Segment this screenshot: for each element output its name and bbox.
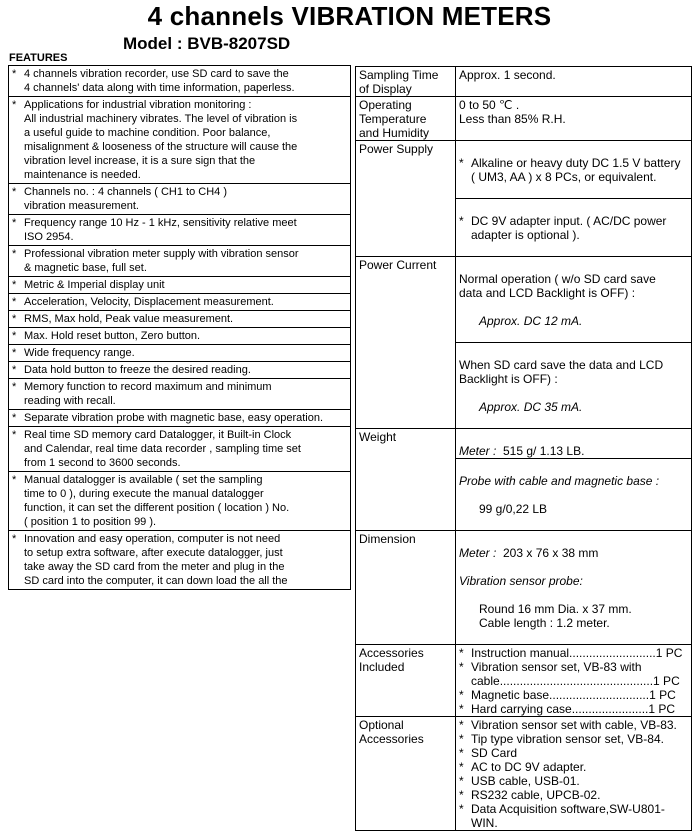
feature-row — [9, 246, 351, 277]
feature-cell — [9, 345, 351, 362]
list-item — [459, 802, 688, 830]
feature-row — [9, 328, 351, 345]
feature-row — [9, 215, 351, 246]
bullet-mark: * — [459, 746, 464, 760]
feature-text: Data hold button to freeze the desired reading. — [24, 364, 251, 376]
bullet-mark: * — [12, 429, 17, 441]
bullet-mark: * — [459, 688, 464, 702]
feature-text: Metric & Imperial display unit — [24, 279, 165, 291]
spec-value — [456, 459, 692, 531]
spec-text: Probe with cable and magnetic base : — [459, 474, 660, 488]
bullet-mark: * — [12, 296, 17, 308]
feature-text: Channels no. : 4 channels ( CH1 to CH4 ) vibration measurement. — [24, 186, 227, 212]
list-item-text: SD Card — [471, 746, 518, 760]
spec-label: Power Current — [356, 257, 456, 429]
feature-cell — [9, 97, 351, 184]
feature-row — [9, 294, 351, 311]
feature-text: Applications for industrial vibration monitoring : All industrial machinery vibrates. The level of vibration is a useful guide to machine condition. Poor balance, misalignment & looseness of the structure will cause the vibration level increase, it is a sure sign that the maintenance is needed. — [24, 99, 298, 181]
spec-value — [456, 141, 692, 199]
feature-row — [9, 66, 351, 97]
bullet-mark: * — [12, 248, 17, 260]
bullet-mark: * — [459, 702, 464, 716]
feature-cell — [9, 379, 351, 410]
feature-text: Real time SD memory card Datalogger, it Built-in Clock and Calendar, real time data recorder , sampling time set from 1 second to 3600 seconds. — [24, 429, 301, 469]
list-item-text: Vibration sensor set with cable, VB-83. — [471, 718, 677, 732]
spec-label: Weight — [356, 429, 456, 531]
bullet-mark: * — [459, 788, 464, 802]
feature-text: Memory function to record maximum and minimum reading with recall. — [24, 381, 272, 407]
bullet-mark: * — [459, 760, 464, 774]
spec-value — [456, 257, 692, 343]
list-item — [459, 646, 688, 660]
spec-row-optional — [356, 717, 692, 831]
spec-text: When SD card save the data and LCD Backlight is OFF) : — [459, 358, 664, 386]
list-item-text: RS232 cable, UPCB-02. — [471, 788, 601, 802]
spec-text: 99 g/0,22 LB — [479, 502, 548, 516]
list-item-text: Instruction manual..........................1 PC — [471, 646, 683, 660]
spec-value — [456, 429, 692, 459]
features-heading: FEATURES — [9, 52, 68, 64]
spec-row-power-current — [356, 257, 692, 343]
spec-value — [456, 531, 692, 645]
feature-cell — [9, 277, 351, 294]
feature-cell — [9, 66, 351, 97]
bullet-mark: * — [459, 732, 464, 746]
feature-cell — [9, 294, 351, 311]
bullet-mark: * — [459, 718, 464, 732]
list-item-text: Vibration sensor set, VB-83 with cable..............................................1 PC — [471, 660, 680, 688]
bullet-mark: * — [459, 646, 464, 660]
spec-label: Power Supply — [356, 141, 456, 257]
feature-text: Wide frequency range. — [24, 347, 135, 359]
list-item-text: Hard carrying case.......................1 PC — [471, 702, 676, 716]
spec-text: Round 16 mm Dia. x 37 mm. Cable length : 1.2 meter. — [479, 602, 632, 630]
bullet-mark: * — [12, 99, 17, 111]
spec-value: 0 to 50 ℃ . Less than 85% R.H. — [456, 97, 692, 141]
bullet-mark: * — [12, 68, 17, 80]
bullet-mark: * — [12, 381, 17, 393]
feature-cell — [9, 531, 351, 590]
list-item — [459, 732, 688, 746]
spec-text: Meter : — [459, 546, 497, 560]
spec-value — [456, 343, 692, 429]
feature-text: Frequency range 10 Hz - 1 kHz, sensitivity relative meet ISO 2954. — [24, 217, 297, 243]
spec-label: Operating Temperature and Humidity — [356, 97, 456, 141]
specs-table — [355, 66, 692, 831]
bullet-mark: * — [12, 217, 17, 229]
bullet-mark: * — [459, 802, 464, 816]
list-item-text: Tip type vibration sensor set, VB-84. — [471, 732, 664, 746]
list-item-text: Data Acquisition software,SW-U801-WIN. — [471, 802, 665, 830]
list-item — [459, 760, 688, 774]
spec-label: Optional Accessories — [356, 717, 456, 831]
bullet-mark: * — [459, 660, 464, 674]
feature-cell — [9, 246, 351, 277]
feature-row — [9, 277, 351, 294]
feature-cell — [9, 328, 351, 345]
features-table — [8, 65, 351, 590]
bullet-mark: * — [12, 186, 17, 198]
list-item — [459, 718, 688, 732]
feature-cell — [9, 410, 351, 427]
feature-row — [9, 362, 351, 379]
feature-text: Professional vibration meter supply with vibration sensor & magnetic base, full set. — [24, 248, 299, 274]
bullet-mark: * — [12, 330, 17, 342]
spec-row-weight — [356, 429, 692, 459]
feature-cell — [9, 215, 351, 246]
spec-text: Vibration sensor probe: — [459, 574, 583, 588]
spec-value — [456, 199, 692, 257]
feature-text: Max. Hold reset button, Zero button. — [24, 330, 201, 342]
feature-text: Separate vibration probe with magnetic base, easy operation. — [24, 412, 324, 424]
spec-text: Approx. DC 12 mA. — [479, 314, 583, 328]
feature-row — [9, 345, 351, 362]
feature-row — [9, 427, 351, 472]
spec-row-operating — [356, 97, 692, 141]
feature-text: Acceleration, Velocity, Displacement measurement. — [24, 296, 274, 308]
spec-row-power-supply — [356, 141, 692, 199]
page-title: 4 channels VIBRATION METERS — [147, 1, 552, 31]
spec-text: Normal operation ( w/o SD card save data and LCD Backlight is OFF) : — [459, 272, 656, 300]
spec-row-accessories — [356, 645, 692, 717]
bullet-mark: * — [12, 533, 17, 545]
feature-row — [9, 311, 351, 328]
bullet-mark: * — [12, 347, 17, 359]
bullet-mark: * — [12, 279, 17, 291]
feature-cell — [9, 427, 351, 472]
feature-row — [9, 379, 351, 410]
spec-value — [456, 645, 692, 717]
list-item — [459, 688, 688, 702]
bullet-mark: * — [12, 364, 17, 376]
feature-cell — [9, 472, 351, 531]
feature-text: Manual datalogger is available ( set the sampling time to 0 ), during execute the manual datalogger function, it can set the different position ( location ) No. ( position 1 to position 99 ). — [24, 474, 290, 528]
spec-label: Accessories Included — [356, 645, 456, 717]
list-item — [459, 746, 688, 760]
spec-text: 515 g/ 1.13 LB. — [496, 444, 585, 458]
feature-row — [9, 531, 351, 590]
spec-text: 203 x 76 x 38 mm — [496, 546, 599, 560]
feature-cell — [9, 184, 351, 215]
spec-label: Dimension — [356, 531, 456, 645]
bullet-mark: * — [12, 313, 17, 325]
bullet-mark: * — [12, 412, 17, 424]
feature-text: 4 channels vibration recorder, use SD card to save the 4 channels' data along with time information, paperless. — [24, 68, 295, 94]
spec-label: Sampling Time of Display — [356, 67, 456, 97]
list-item — [459, 702, 688, 716]
list-item — [459, 788, 688, 802]
list-item-text: AC to DC 9V adapter. — [471, 760, 587, 774]
bullet-mark: * — [459, 214, 464, 228]
spec-text: Approx. DC 35 mA. — [479, 400, 583, 414]
feature-row — [9, 97, 351, 184]
list-item — [459, 660, 688, 688]
model-number: Model : BVB-8207SD — [123, 34, 291, 53]
feature-row — [9, 410, 351, 427]
feature-text: Innovation and easy operation, computer is not need to setup extra software, after execute datalogger, just take away the SD card from the meter and plug in the SD card into the computer, it can down load the all the — [24, 533, 288, 587]
feature-row — [9, 184, 351, 215]
feature-cell — [9, 362, 351, 379]
list-item-text: USB cable, USB-01. — [471, 774, 580, 788]
bullet-mark: * — [459, 156, 464, 170]
spec-value — [456, 717, 692, 831]
feature-text: RMS, Max hold, Peak value measurement. — [24, 313, 234, 325]
spec-value: Approx. 1 second. — [456, 67, 692, 97]
spec-text: Alkaline or heavy duty DC 1.5 V battery ( UM3, AA ) x 8 PCs, or equivalent. — [471, 156, 681, 184]
feature-cell — [9, 311, 351, 328]
spec-row-sampling — [356, 67, 692, 97]
list-item — [459, 774, 688, 788]
spec-text: DC 9V adapter input. ( AC/DC power adapter is optional ). — [471, 214, 667, 242]
spec-text: Meter : — [459, 444, 497, 458]
list-item-text: Magnetic base..............................1 PC — [471, 688, 676, 702]
feature-row — [9, 472, 351, 531]
spec-row-dimension — [356, 531, 692, 645]
bullet-mark: * — [12, 474, 17, 486]
bullet-mark: * — [459, 774, 464, 788]
